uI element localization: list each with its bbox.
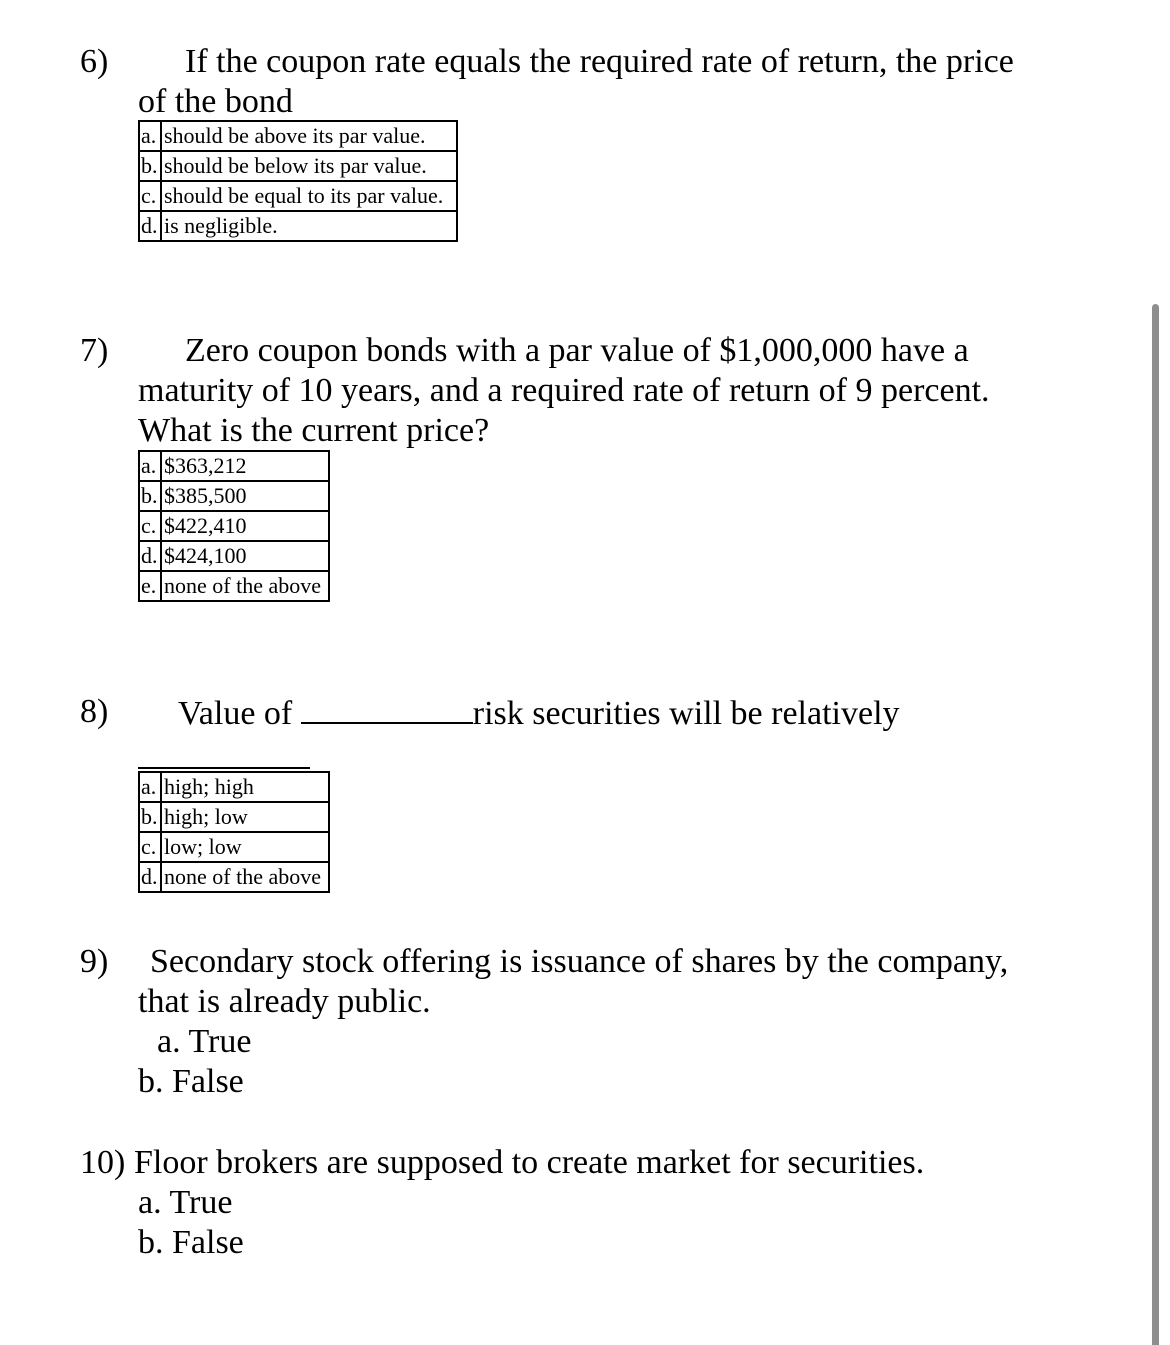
option-letter: e. <box>139 571 161 601</box>
option-letter: a. <box>139 121 161 151</box>
option-text: is negligible. <box>161 211 457 241</box>
option-row[interactable] <box>139 802 329 832</box>
question-7-options <box>138 450 330 602</box>
option-row[interactable] <box>139 541 329 571</box>
fill-in-blank[interactable] <box>301 692 473 724</box>
question-10-option-b[interactable]: b. False <box>138 1224 244 1261</box>
option-letter: c. <box>139 832 161 862</box>
option-letter: a. <box>139 451 161 481</box>
question-10-text-line1: Floor brokers are supposed to create market for securities. <box>134 1144 925 1181</box>
option-row[interactable] <box>139 151 457 181</box>
question-9-text-line2: that is already public. <box>138 983 431 1020</box>
option-row[interactable] <box>139 832 329 862</box>
option-letter: c. <box>139 511 161 541</box>
question-6-text-line1: If the coupon rate equals the required rate of return, the price <box>185 43 1014 80</box>
question-9-text-line1: Secondary stock offering is issuance of shares by the company, <box>150 943 1009 980</box>
option-text: $385,500 <box>161 481 329 511</box>
question-6-number: 6) <box>80 43 109 80</box>
question-9-option-b[interactable]: b. False <box>138 1063 244 1100</box>
option-letter: b. <box>139 151 161 181</box>
question-9-option-a[interactable]: a. True <box>157 1023 252 1060</box>
option-letter: a. <box>139 772 161 802</box>
option-letter: d. <box>139 541 161 571</box>
question-7-number: 7) <box>80 332 109 369</box>
option-text: none of the above <box>161 571 329 601</box>
option-text: high; high <box>161 772 329 802</box>
option-text: should be equal to its par value. <box>161 181 457 211</box>
question-7-text-line2: maturity of 10 years, and a required rate of return of 9 percent. <box>138 372 990 409</box>
question-8-text-after: risk securities will be relatively <box>472 695 900 732</box>
option-text: low; low <box>161 832 329 862</box>
option-letter: b. <box>139 481 161 511</box>
option-row[interactable] <box>139 121 457 151</box>
option-row[interactable] <box>139 451 329 481</box>
question-10-number: 10) <box>80 1144 126 1181</box>
question-8-number: 8) <box>80 693 109 730</box>
option-text: none of the above <box>161 862 329 892</box>
vertical-scrollbar[interactable] <box>1152 304 1159 1345</box>
question-8-options <box>138 771 330 893</box>
option-row[interactable] <box>139 481 329 511</box>
question-9-number: 9) <box>80 943 109 980</box>
option-text: should be above its par value. <box>161 121 457 151</box>
option-letter: d. <box>139 862 161 892</box>
option-text: $422,410 <box>161 511 329 541</box>
option-letter: b. <box>139 802 161 832</box>
question-10-option-a[interactable]: a. True <box>138 1184 233 1221</box>
option-row[interactable] <box>139 571 329 601</box>
question-7-text-line1: Zero coupon bonds with a par value of $1,000,000 have a <box>185 332 969 369</box>
question-6-options <box>138 120 458 242</box>
option-text: should be below its par value. <box>161 151 457 181</box>
question-7-text-line3: What is the current price? <box>138 412 490 449</box>
option-letter: c. <box>139 181 161 211</box>
table-top-rule <box>138 767 310 769</box>
option-row[interactable] <box>139 772 329 802</box>
option-text: $424,100 <box>161 541 329 571</box>
option-row[interactable] <box>139 181 457 211</box>
option-text: $363,212 <box>161 451 329 481</box>
option-row[interactable] <box>139 862 329 892</box>
option-letter: d. <box>139 211 161 241</box>
option-row[interactable] <box>139 511 329 541</box>
option-row[interactable] <box>139 211 457 241</box>
option-text: high; low <box>161 802 329 832</box>
question-6-text-line2: of the bond <box>138 83 293 120</box>
question-8-text <box>178 692 900 734</box>
question-8-text-before: Value of <box>178 695 293 732</box>
